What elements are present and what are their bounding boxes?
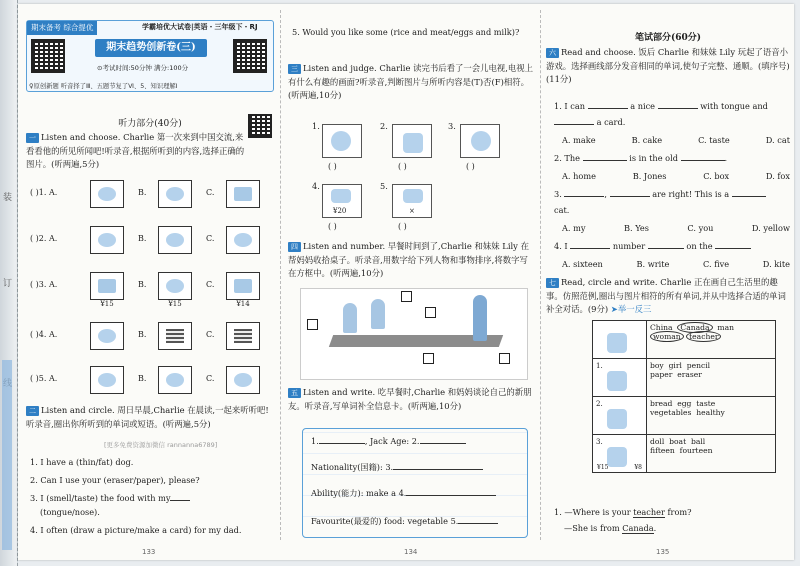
s2-item[interactable]: 2. Can I use your (eraser/paper), please? — [30, 475, 200, 485]
table-row — [593, 397, 776, 435]
number-box[interactable] — [425, 307, 436, 318]
blank-input[interactable] — [319, 443, 365, 444]
info-card — [302, 428, 528, 538]
qr-code-icon[interactable] — [31, 39, 65, 73]
blank-input[interactable] — [570, 248, 610, 249]
q-item-1: 1. I can a nice with tongue and — [554, 101, 768, 111]
page-number: 135 — [656, 548, 670, 556]
q-item-2: 2. The is in the old . — [554, 153, 728, 163]
answer-paren[interactable]: ( ) — [466, 162, 475, 171]
watermark: [更多免费资源加微信 rannanna6789] — [104, 441, 218, 449]
blank-input[interactable] — [406, 495, 496, 496]
blank-input[interactable] — [681, 160, 725, 161]
s2-item[interactable]: (tongue/nose). — [40, 507, 100, 517]
mother-figure — [473, 295, 487, 341]
ball-bag-picture[interactable] — [460, 124, 500, 158]
column-divider — [540, 10, 541, 540]
words-cell: doll boat ball fifteen fourteen — [647, 435, 776, 473]
book-picture — [90, 272, 124, 300]
blank-input[interactable] — [554, 124, 594, 125]
milk-picture[interactable] — [226, 180, 260, 208]
answer-paren[interactable]: ( ) — [398, 222, 407, 231]
exam-sheet — [18, 4, 794, 560]
s2-item[interactable]: 3. I (smell/taste) the food with my — [30, 492, 274, 505]
blank-input[interactable] — [583, 160, 627, 161]
blank-input[interactable] — [420, 443, 466, 444]
exam-title: 期末趋势创新卷(三) — [95, 39, 207, 57]
series-label: 学霸培优大试卷|英语・三年级下・RJ — [142, 23, 258, 31]
section-2-head: 二 Listen and circle. 周日早晨,Charlie 在晨读,一起来听听吧!听录音,圈出你所听到的单词或短语。(听两遍,5分) — [26, 405, 269, 429]
girl-figure — [343, 303, 357, 333]
section-4-head: 四 Listen and number. 早餐时间到了,Charlie 和妹妹 Lily 在帮妈妈收拾桌子。听录音,用数字给下列人物和事物排序,将数字写在方框中。(听两遍,10分) — [288, 241, 529, 278]
q-item-4-options: A. sixteen B. write C. five D. kite — [562, 259, 790, 269]
header-banner — [26, 20, 274, 92]
section-6-head: 六 Read and choose. 饭后 Charlie 和妹妹 Lily 玩起了语音小游戏。选择画线部分发音相同的单词,使句子完整、通顺。(填序号)(11分) — [546, 47, 790, 84]
breakfast-scene-picture — [300, 288, 528, 380]
blank-input[interactable] — [732, 196, 766, 197]
blank-input[interactable] — [610, 196, 650, 197]
page-number: 134 — [404, 548, 418, 556]
table-row — [593, 321, 776, 359]
blank-input[interactable] — [564, 196, 604, 197]
q-item-3-options: A. my B. Yes C. you D. yellow — [562, 223, 790, 233]
s2-item[interactable]: 5. Would you like some (rice and meat/eggs and milk)? — [292, 27, 520, 37]
blank-input[interactable] — [648, 248, 684, 249]
column-page-135 — [546, 4, 790, 560]
words-cell: China Canada man woman teacher — [647, 321, 776, 359]
blank-input[interactable] — [393, 469, 483, 470]
column-page-133: 期末备考 综合提优 学霸培优大试卷|英语・三年级下・RJ 期末趋势创新卷(三) ⊙考试时间:50分钟 满分:100分 ♀原创新题 听音择了Ⅲ、五题节复了Ⅵ、5、知识理解Ⅰ 听力部分(40分) 一 Listen and choose. Charlie 第一次来到中国交流,来看看他的所见所闻吧!听录音,根据所听到的内容,选择正确的图片。(听两遍,5分) ( )1. A. B. C. ( )2. A. B. C. ( )3. A. ¥15 B. ¥15 C. ¥14 ( )4. A. B. C. ( )5. A. B. C. 二 Listen and circle. 周日早晨,Charlie 在晨读,一起来听听吧!听录音,圈出你所听到的单词或短语。(听两遍,5分) [更多免费资源加微信 rannanna6789] 1. I have a (thin/fat) dog. 2. Can I use your (eraser/paper), please? 3. I (smell/taste) the food with my (tongue/nose). 4. I often (draw a picture/make a card) for my dad. 133 — [26, 4, 274, 560]
blank-input[interactable] — [458, 523, 498, 524]
answer-paren[interactable]: ( ) — [398, 162, 407, 171]
answer-paren[interactable]: ( ) — [328, 162, 337, 171]
example-picture-cell — [593, 321, 647, 359]
info-line: 1. , Jack Age: 2. — [311, 435, 466, 448]
box-option[interactable]: ¥14 — [226, 272, 260, 308]
section-7-head: 七 Read, circle and write. Charlie 正在画自己生活里的趣事。仿照范例,圈出与图片相符的所有单词,并从中选择合适的单词补全对话。(9分) ➤举一反三 — [546, 277, 786, 314]
number-box[interactable] — [307, 319, 318, 330]
binding-char: 装 — [3, 193, 13, 203]
picture-cell: 1. — [593, 359, 647, 397]
section-3-head: 三 Listen and judge. Charlie 读完书后看了一会儿电视,电视上有什么有趣的画面?听录音,判断图片与所听内容是(T)否(F)相符。(听两遍,10分) — [288, 63, 534, 100]
number-box[interactable] — [499, 353, 510, 364]
page-number: 133 — [142, 548, 156, 556]
carton-picture[interactable]: × — [392, 184, 432, 218]
bowl-picture[interactable] — [158, 180, 192, 208]
blank-input[interactable] — [715, 248, 751, 249]
exam-meta: ⊙考试时间:50分钟 满分:100分 — [97, 64, 189, 72]
q-item-1-cont: a card. — [554, 116, 625, 129]
book-option[interactable]: ¥15 — [90, 272, 124, 308]
dialog-answer: —She is from Canada. — [564, 523, 657, 533]
number-box[interactable] — [401, 291, 412, 302]
table-row — [593, 435, 776, 473]
ball-option[interactable]: ¥15 — [158, 272, 192, 308]
number-box[interactable] — [423, 353, 434, 364]
q-item-3-cont: cat. — [554, 205, 570, 215]
qr-code-icon[interactable] — [233, 39, 267, 73]
blank-input[interactable] — [658, 108, 698, 109]
q-item-2-options: A. home B. Jones C. box D. fox — [562, 171, 790, 181]
usa-flag-picture[interactable] — [226, 322, 260, 350]
written-title: 笔试部分(60分) — [634, 33, 702, 43]
ball-picture — [158, 272, 192, 300]
uk-flag-picture[interactable] — [158, 322, 192, 350]
listening-title: 听力部分(40分) — [118, 119, 182, 129]
picture-cell: 3. ¥15 ¥8 — [593, 435, 647, 473]
hamburger-picture[interactable] — [392, 124, 432, 158]
food-plate-picture[interactable] — [322, 124, 362, 158]
s2-item[interactable]: 4. I often (draw a picture/make a card) for my dad. — [30, 525, 242, 535]
tip-line: ♀原创新题 听音择了Ⅲ、五题节复了Ⅵ、5、知识理解Ⅰ — [29, 83, 178, 90]
book-edge — [2, 360, 12, 550]
words-cell: bread egg taste vegetables healthy — [647, 397, 776, 435]
audio-qr-icon[interactable] — [248, 114, 272, 138]
info-line: Ability(能力): make a 4. — [311, 487, 496, 500]
tag-label: 期末备考 综合提优 — [27, 21, 97, 35]
q-item-3: 3. , are right! This is a — [554, 188, 790, 201]
practice-link[interactable]: ➤举一反三 — [610, 304, 652, 314]
blank-input[interactable] — [588, 108, 628, 109]
circle-words-table — [592, 320, 776, 473]
hand-picture[interactable] — [226, 366, 260, 394]
info-line: Nationality(国籍): 3. — [311, 461, 483, 474]
section-1-head: 一 Listen and choose. Charlie 第一次来到中国交流,来看看他的所见所闻吧!听录音,根据所听到的内容,选择正确的图片。(听两遍,5分) — [26, 132, 245, 169]
q-item-4: 4. I number on the — [554, 240, 751, 253]
q-item-1-options: A. make B. cake C. taste D. cat — [562, 135, 790, 145]
picture-cell: 2. — [593, 397, 647, 435]
person-picture[interactable] — [90, 322, 124, 350]
dialog-question: 1. —Where is your teacher from? — [554, 507, 692, 517]
drink-picture[interactable] — [90, 366, 124, 394]
answer-paren[interactable]: ( ) — [328, 222, 337, 231]
words-cell: boy girl pencil paper eraser — [647, 359, 776, 397]
taste-picture[interactable] — [158, 366, 192, 394]
boy-figure — [371, 299, 385, 329]
table-row — [593, 359, 776, 397]
noodles-picture[interactable] — [90, 180, 124, 208]
robot-picture[interactable] — [90, 226, 124, 254]
column-divider — [280, 10, 281, 540]
eggs-picture[interactable]: ¥20 — [322, 184, 362, 218]
s2-item[interactable]: 1. I have a (thin/fat) dog. — [30, 457, 134, 467]
bear-picture[interactable] — [226, 226, 260, 254]
column-page-134: 5. Would you like some (rice and meat/eggs and milk)? 三 Listen and judge. Charlie 读完书后看了一会儿电视,电视上有什么有趣的画面?听录音,判断图片与所听内容是(T)否(F)相符。(听两遍,10分) 1. ( ) 2. ( ) 3. ( ) 4. ¥20 ( ) 5. × ( ) 四 Listen and number. 早餐时间到了,Charlie 和妹妹 Lily 在帮妈妈收拾桌子。听录音,用数字给下列人物和事物排序,将数字写在方框中。(听两遍,10分) 五 Listen and write. 吃早餐时,Charlie 和妈妈谈论自己的新朋友。听录音,写单词补全信息卡。(听两遍,10分) 1. , Jack Age: 2. Nationality(国籍): 3. Ability(能力): make a 4. Favourite(最爱的) food: vegetable 5. 134 — [288, 4, 536, 560]
box-picture — [226, 272, 260, 300]
binding-char: 订 — [3, 279, 13, 289]
dog-picture[interactable] — [158, 226, 192, 254]
info-line: Favourite(最爱的) food: vegetable 5. — [311, 515, 498, 528]
section-5-head: 五 Listen and write. 吃早餐时,Charlie 和妈妈谈论自己的新朋友。听录音,写单词补全信息卡。(听两遍,10分) — [288, 387, 532, 411]
